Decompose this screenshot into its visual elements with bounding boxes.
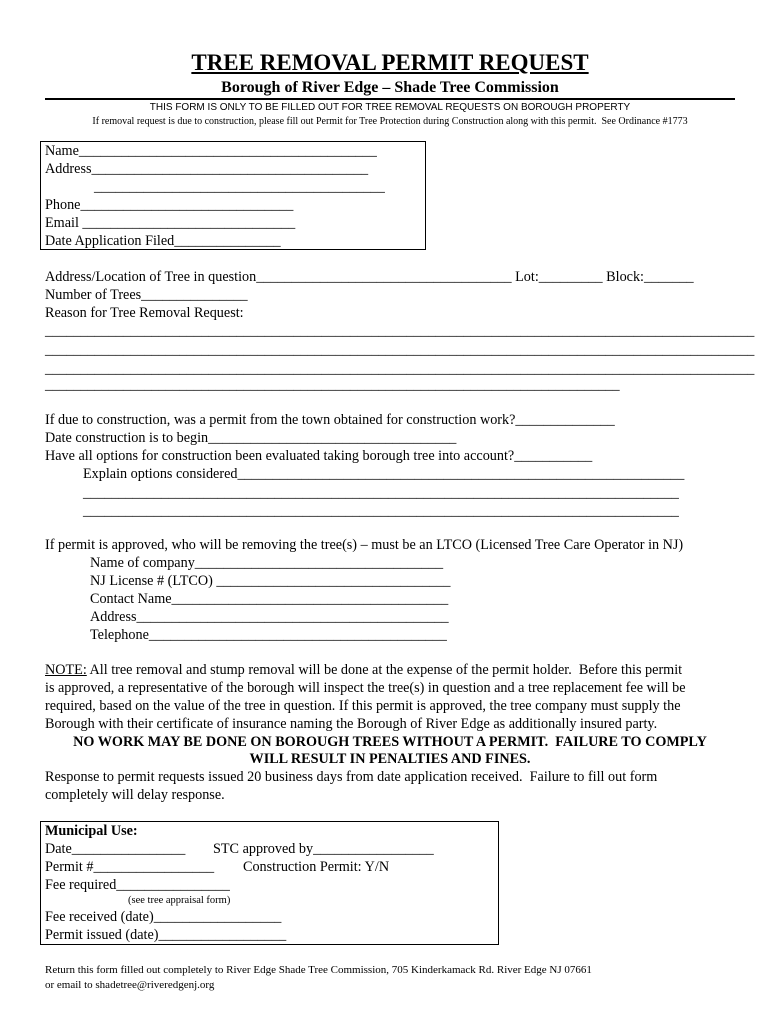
penalty-warning: WILL RESULT IN PENALTIES AND FINES. [249,751,531,767]
company-address-field[interactable]: Address____________________________________________ [90,609,449,625]
explain-options-line[interactable]: ____________________________________________________________________________________ [83,503,679,519]
email-instructions: or email to shadetree@riveredgenj.org [45,979,215,991]
reason-line[interactable]: ____________________________________________________________________________________________________ [45,342,755,358]
explain-options-line[interactable]: ____________________________________________________________________________________ [83,485,679,501]
note-text: All tree removal and stump removal will be done at the expense of the permit holder. Before this permit [86,662,683,678]
address-field-cont[interactable]: _________________________________________ [94,179,385,195]
header-divider [45,98,735,100]
permit-issued-field[interactable]: Permit issued (date)__________________ [45,927,287,943]
email-field[interactable]: Email ______________________________ [45,215,296,231]
explain-options-field[interactable]: Explain options considered_______________________________________________________________ [83,466,685,482]
number-of-trees-field[interactable]: Number of Trees_______________ [45,287,248,303]
permit-number-field[interactable]: Permit #_________________ [45,859,215,875]
construction-permit-field[interactable]: Construction Permit: Y/N [243,859,390,875]
reason-label: Reason for Tree Removal Request: [45,305,244,321]
fee-required-field[interactable]: Fee required________________ [45,877,230,893]
property-notice: THIS FORM IS ONLY TO BE FILLED OUT FOR TREE REMOVAL REQUESTS ON BOROUGH PROPERTY [149,102,631,113]
company-telephone-field[interactable]: Telephone__________________________________________ [90,627,447,643]
reason-line[interactable]: _________________________________________________________________________________ [45,377,620,393]
note-text: required, based on the value of the tree in question. If this permit is approved, the tree company must supply the [45,698,681,714]
phone-field[interactable]: Phone______________________________ [45,197,294,213]
response-time-text: Response to permit requests issued 20 business days from date application received. Failure to fill out form [45,769,658,785]
penalty-warning: NO WORK MAY BE DONE ON BOROUGH TREES WITHOUT A PERMIT. FAILURE TO COMPLY [73,734,707,750]
municipal-use-heading: Municipal Use: [45,823,138,839]
contact-name-field[interactable]: Contact Name_______________________________________ [90,591,449,607]
note-label: NOTE: [45,662,87,678]
page-title: TREE REMOVAL PERMIT REQUEST [191,50,589,75]
reason-line[interactable]: ____________________________________________________________________________________________________ [45,323,755,339]
note-text: Borough with their certificate of insurance naming the Borough of River Edge as additionally insured party. [45,716,658,732]
return-instructions: Return this form filled out completely to River Edge Shade Tree Commission, 705 Kinderkamack Rd. River Edge NJ 07661 [45,964,592,976]
ltco-question: If permit is approved, who will be removing the tree(s) – must be an LTCO (Licensed Tree Care Operator in NJ) [45,537,684,553]
appraisal-note: (see tree appraisal form) [128,895,231,906]
address-field[interactable]: Address_______________________________________ [45,161,369,177]
municipal-date-field[interactable]: Date________________ [45,841,186,857]
response-time-text: completely will delay response. [45,787,225,803]
construction-begin-date-field[interactable]: Date construction is to begin___________________________________ [45,430,457,446]
stc-approved-field[interactable]: STC approved by_________________ [213,841,434,857]
note-text: is approved, a representative of the borough will inspect the tree(s) in question and a tree replacement fee will be [45,680,686,696]
company-name-field[interactable]: Name of company___________________________________ [90,555,444,571]
date-filed-field[interactable]: Date Application Filed_______________ [45,233,281,249]
tree-location-field[interactable]: Address/Location of Tree in question____________________________________ Lot:_________ Block:_______ [45,269,694,285]
reason-line[interactable]: ____________________________________________________________________________________________________ [45,361,755,377]
fee-received-field[interactable]: Fee received (date)__________________ [45,909,282,925]
page-subtitle: Borough of River Edge – Shade Tree Commission [221,79,559,96]
options-question[interactable]: Have all options for construction been evaluated taking borough tree into account?___________ [45,448,593,464]
note-paragraph-line [45,662,682,679]
construction-notice: If removal request is due to construction, please fill out Permit for Tree Protection during Construction along with this permit. See Ordinance #1773 [92,116,688,127]
construction-permit-question[interactable]: If due to construction, was a permit from the town obtained for construction work?______________ [45,412,615,428]
name-field[interactable]: Name__________________________________________ [45,143,377,159]
ltco-license-field[interactable]: NJ License # (LTCO) _________________________________ [90,573,451,589]
